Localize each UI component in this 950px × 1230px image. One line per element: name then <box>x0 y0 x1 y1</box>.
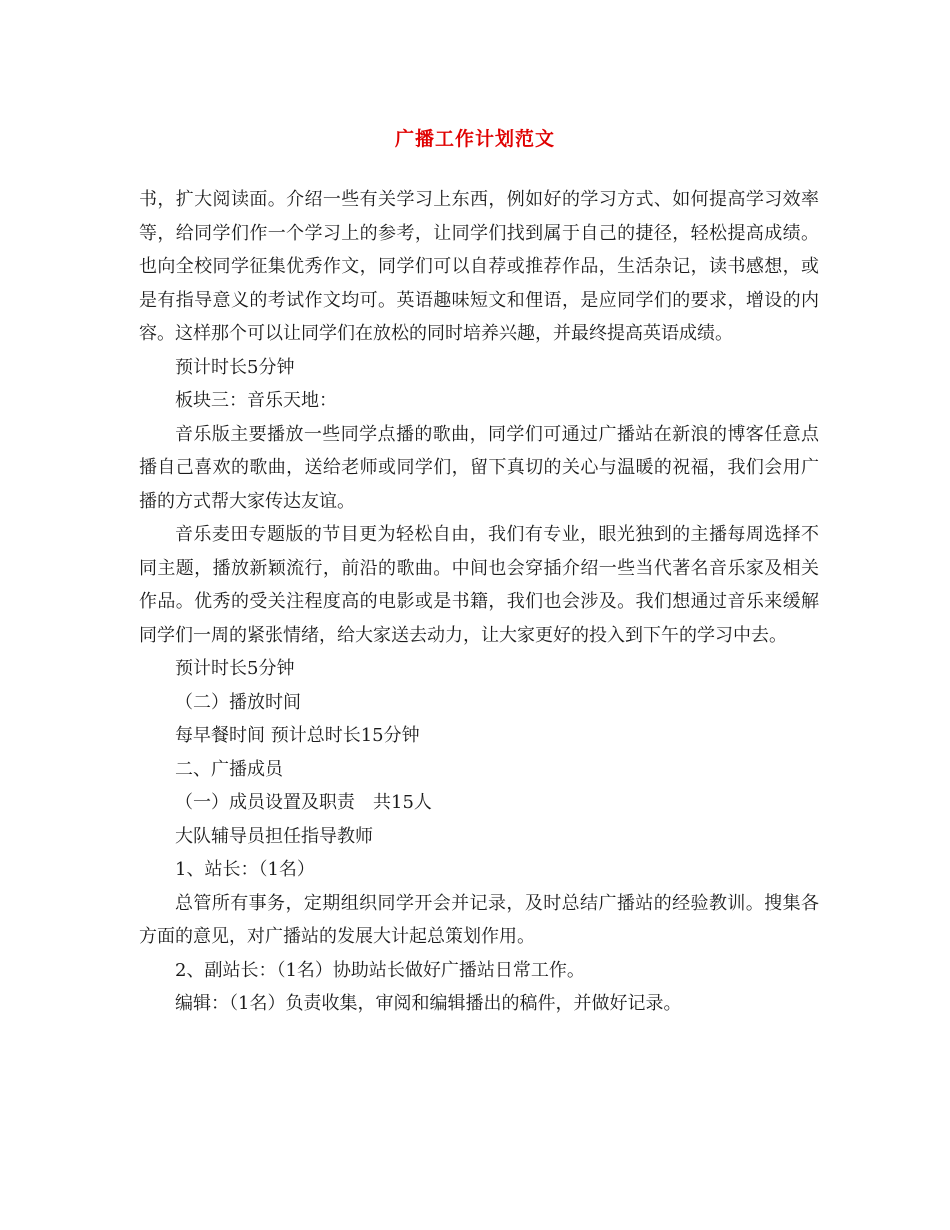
paragraph: 音乐麦田专题版的节目更为轻松自由，我们有专业，眼光独到的主播每周选择不同主题，播放新颖流行，前沿的歌曲。中间也会穿插介绍一些当代著名音乐家及相关作品。优秀的受关注程度高的电影或是书籍，我们也会涉及。我们想通过音乐来缓解同学们一周的紧张情绪，给大家送去动力，让大家更好的投入到下午的学习中去。 <box>139 524 819 646</box>
paragraph: 每早餐时间 预计总时长15分钟 <box>175 725 420 746</box>
document-body <box>139 183 819 1021</box>
paragraph: 书，扩大阅读面。介绍一些有关学习上东西，例如好的学习方式、如何提高学习效率等，给同学们作一个学习上的参考，让同学们找到属于自己的捷径，轻松提高成绩。也向全校同学征集优秀作文，同学们可以自荐或推荐作品，生活杂记，读书感想，或是有指导意义的考试作文均可。英语趣味短文和俚语，是应同学们的要求，增设的内容。这样那个可以让同学们在放松的同时培养兴趣，并最终提高英语成绩。 <box>139 189 819 344</box>
paragraph: 编辑：（1名）负责收集，审阅和编辑播出的稿件，并做好记录。 <box>175 993 682 1014</box>
paragraph: 2、副站长：（1名）协助站长做好广播站日常工作。 <box>175 959 585 981</box>
paragraph: 大队辅导员担任指导教师 <box>175 825 373 847</box>
paragraph: 预计时长5分钟 <box>175 356 295 378</box>
paragraph: 1、站长：（1名） <box>175 859 315 880</box>
paragraph: 板块三：音乐天地： <box>175 390 337 411</box>
paragraph: （一）成员设置及职责 共15人 <box>175 792 432 813</box>
paragraph: 二、广播成员 <box>175 758 283 780</box>
paragraph: （二）播放时间 <box>175 691 301 713</box>
paragraph: 预计时长5分钟 <box>175 658 295 679</box>
paragraph: 音乐版主要播放一些同学点播的歌曲，同学们可通过广播站在新浪的博客任意点播自己喜欢的歌曲，送给老师或同学们，留下真切的关心与温暖的祝福，我们会用广播的方式帮大家传达友谊。 <box>139 423 819 512</box>
document-title: 广播工作计划范文 <box>394 128 555 150</box>
paragraph: 总管所有事务，定期组织同学开会并记录，及时总结广播站的经验教训。搜集各方面的意见，对广播站的发展大计起总策划作用。 <box>139 892 819 947</box>
